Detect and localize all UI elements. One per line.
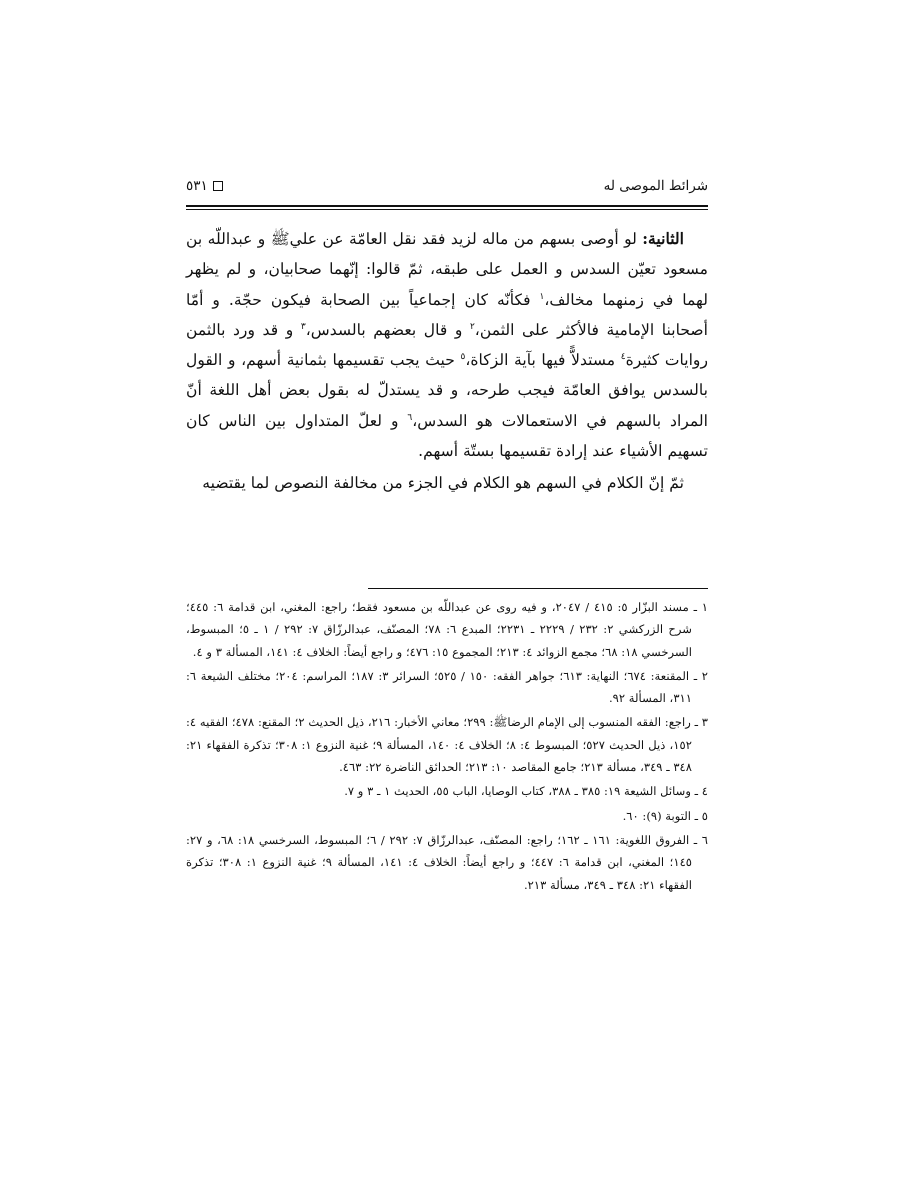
header-rule-thin bbox=[186, 209, 708, 210]
text-run: مستدلاًّ فيها بآية الزكاة، bbox=[465, 351, 616, 370]
running-title: شرائط الموصى له bbox=[603, 178, 708, 194]
footnote-ref-6[interactable]: ٦ bbox=[407, 412, 413, 423]
footnote-3: ٣ ـ راجع: الفقه المنسوب إلى الإمام الرضاﷺ: ٢٩٩؛ معاني الأخبار: ٢١٦، ذيل الحديث ٢؛ المقنع: ٤٧٨؛ الفقيه ٤: ١٥٢، ذيل الحديث ٥٢٧؛ المبسوط ٤: ٨؛ الخلاف ٤: ١٤٠، المسألة ٩؛ غنية النزوع ١: ٣٠٨؛ تذكرة الفقهاء ٢١: ٣٤٨ ـ ٣٤٩، مسألة ٢١٣؛ جامع المقاصد ١٠: ٢١٣؛ الحدائق الناضرة ٢٢: ٤٦٣. bbox=[186, 715, 709, 775]
footnote-6: ٦ ـ الفروق اللغوية: ١٦١ ـ ١٦٢؛ راجع: المصنّف، عبدالرزّاق ٧: ٢٩٢ / ٦؛ المبسوط، السرخسي ١٨: ٦٨، و ٢٧: ١٤٥؛ المغني، ابن قدامة ٦: ٤٤٧؛ و راجع أيضاً: الخلاف ٤: ١٤١، المسألة ٩؛ غنية النزوع ١: ٣٠٨؛ تذكرة الفقهاء ٢١: ٣٤٨ ـ ٣٤٩، مسألة ٢١٣. bbox=[186, 832, 708, 892]
paragraph-lead: الثانية: bbox=[642, 229, 684, 248]
paragraph-2: ثمّ إنّ الكلام في السهم هو الكلام في الجزء من مخالفة النصوص لما يقتضيه bbox=[202, 474, 684, 493]
main-text bbox=[186, 224, 708, 499]
footnote-ref-1[interactable]: ١ bbox=[539, 291, 545, 302]
footnote-ref-5[interactable]: ٥ bbox=[460, 352, 466, 362]
paragraph-1 bbox=[186, 224, 708, 466]
square-box-icon bbox=[213, 181, 223, 191]
footnotes bbox=[186, 596, 708, 898]
footnote-2: ٢ ـ المقنعة: ٦٧٤؛ النهاية: ٦١٣؛ جواهر الفقه: ١٥٠ / ٥٢٥؛ السرائر ٣: ١٨٧؛ المراسم: ٢٠٤؛ مختلف الشيعة ٦: ٣١١، المسألة ٩٢. bbox=[186, 668, 708, 706]
footnote-ref-4[interactable]: ٤ bbox=[620, 352, 626, 362]
book-page bbox=[186, 168, 709, 892]
footnote-4: ٤ ـ وسائل الشيعة ١٩: ٣٨٥ ـ ٣٨٨، كتاب الوصايا، الباب ٥٥، الحديث ١ ـ ٣ و ٧. bbox=[344, 784, 708, 799]
text-run: و لعلّ المتداول بين الناس كان تسهيم الأشياء عند إرادة تقسيمها بستّة أسهم. bbox=[186, 411, 708, 461]
text-run: و قد ورد بالثمن روايات كثيرة bbox=[186, 320, 708, 370]
footnote-ref-3[interactable]: ٣ bbox=[300, 321, 306, 332]
page-number-block bbox=[186, 178, 223, 194]
footnote-ref-2[interactable]: ٢ bbox=[469, 321, 475, 332]
footnote-separator bbox=[368, 588, 708, 589]
text-run: فكأنّه كان إجماعياً بين الصحابة فيكون حجّة. و أمّا أصحابنا الإمامية فالأكثر على الثمن، bbox=[186, 290, 708, 339]
text-run: حيث يجب تقسيمها بثمانية أسهم، و القول بالسدس يوافق العامّة فيجب طرحه، و قد يستدلّ له بقول بعض أهل اللغة أنّ المراد بالسهم في الاستعمالات هو السدس، bbox=[186, 351, 708, 430]
page-header bbox=[186, 168, 708, 204]
page-number: ٥٣١ bbox=[186, 178, 208, 194]
text-run: لو أوصى بسهم من ماله لزيد فقد نقل العامّة عن عليﷺ و عبداللّه بن مسعود تعيّن السدس و العمل على طبقه، ثمّ قالوا: إنّهما صحابيان، و لم يظهر لهما في زمنهما مخالف، bbox=[186, 230, 708, 309]
header-rule-thick bbox=[186, 205, 708, 207]
text-run: و قال بعضهم بالسدس، bbox=[305, 320, 463, 339]
footnote-1: ١ ـ مسند البزّار ٥: ٤١٥ / ٢٠٤٧، و فيه روى عن عبداللّه بن مسعود فقط؛ راجع: المغني، ابن قدامة ٦: ٤٤٥؛ شرح الزركشي ٢: ٢٣٢ / ٢٢٢٩ ـ ٢٢٣١؛ المبدع ٦: ٧٨؛ المصنّف، عبدالرزّاق ٧: ٢٩٢ / ١ ـ ٥؛ المبسوط، السرخسي ١٨: ٦٨؛ مجمع الزوائد ٤: ٢١٣؛ المجموع ١٥: ٤٧٦؛ و راجع أيضاً: الخلاف ٤: ١٤١، المسألة ٣ و ٤. bbox=[186, 600, 709, 659]
footnote-5: ٥ ـ التوبة (٩): ٦٠. bbox=[622, 808, 708, 823]
